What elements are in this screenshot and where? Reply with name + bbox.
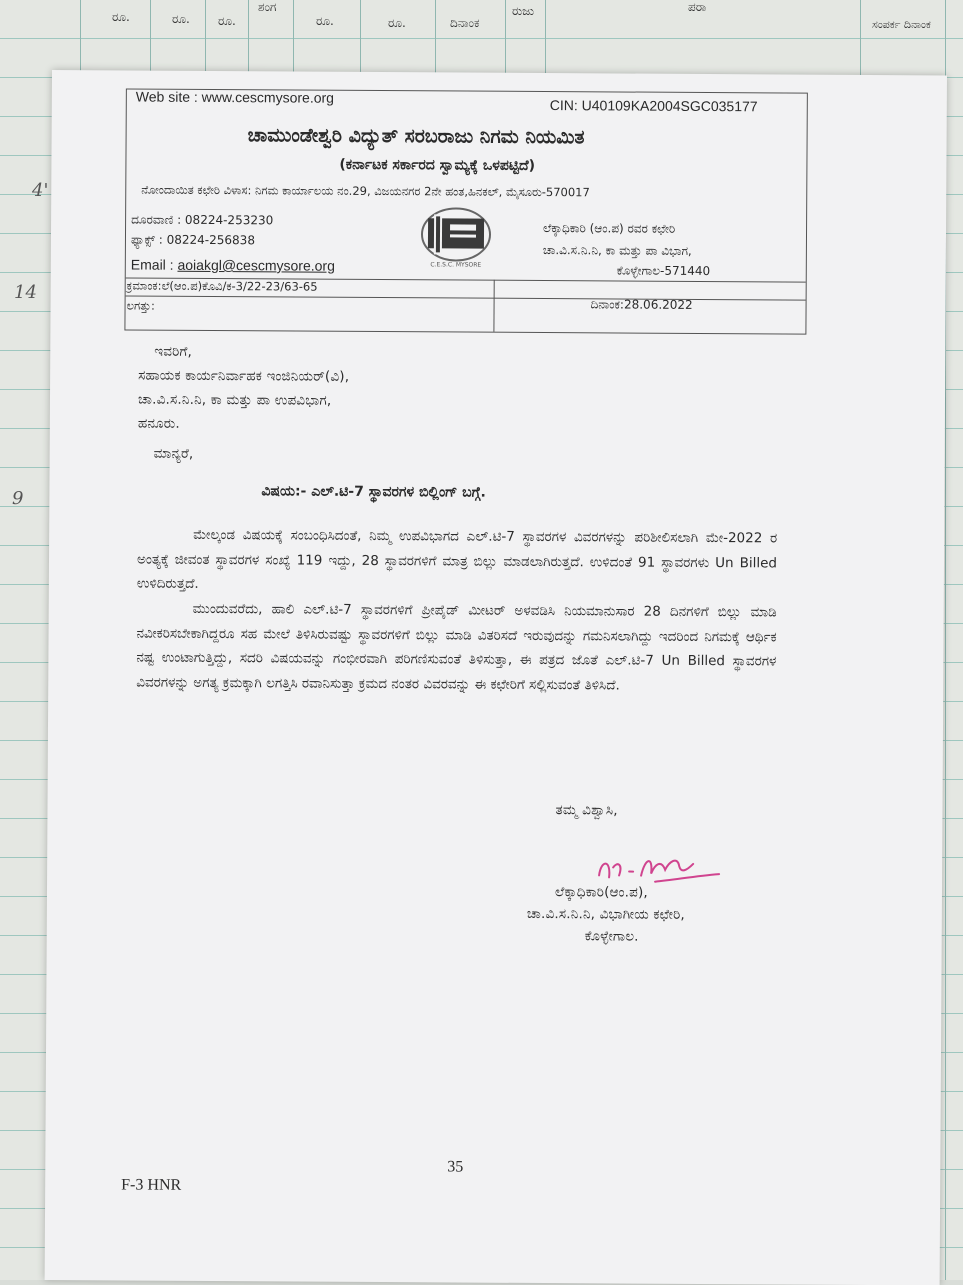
addressee-place: ಹನೂರು. [137,415,180,432]
ledger-header: ರುಜು [512,4,535,18]
ledger-header: ರೂ. [316,14,334,28]
margin-mark: 14 [14,282,37,303]
website: Web site : www.cescmysore.org [135,88,335,106]
divider [493,280,494,332]
ledger-header: ಸಂಪರ್ಕ ದಿನಾಂಕ [872,18,931,31]
email-label: Email : [130,256,178,273]
ledger-header: ಶಂಗ [258,0,277,14]
ledger-header: ರೂ. [388,16,406,30]
addressee-title: ಸಹಾಯಕ ಕಾರ್ಯನಿರ್ವಾಹಕ ಇಂಜಿನಿಯರ್(ವಿ), [138,367,350,385]
cesc-logo [416,204,496,270]
email-link[interactable]: aoiakgl@cescmysore.org [177,256,335,274]
ledger-header: ರೂ. [172,12,190,26]
registered-office: ನೋಂದಾಯಿತ ಕಛೇರಿ ವಿಳಾಸ: ನಿಗಮ ಕಾರ್ಯಾಲಯ ನಂ.29, ವಿಜಯನಗರ 2ನೇ ಹಂತ,ಹಿನಕಲ್, ಮೈಸೂರು-570017 [141,182,590,200]
ledger-header: ಪರಾ [688,0,707,14]
paragraph-1: ಮೇಲ್ಕಂಡ ವಿಷಯಕ್ಕೆ ಸಂಬಂಧಿಸಿದಂತೆ, ನಿಮ್ಮ ಉಪವಿಭಾಗದ ಎಲ್.ಟಿ-7 ಸ್ಥಾವರಗಳ ವಿವರಗಳನ್ನು ಪರಿಶೀಲಿಸಲಾಗಿ ಮೇ-2022 ರ ಅಂತ್ಯಕ್ಕೆ ಜೀವಂತ ಸ್ಥಾವರಗಳ ಸಂಖ್ಯೆ 119 ಇದ್ದು, 28 ಸ್ಥಾವರಗಳಿಗೆ ಮಾತ್ರ ಬಿಲ್ಲು ಮಾಡಲಾಗಿರುತ್ತದೆ. ಉಳಿದಂತೆ 91 ಸ್ಥಾವರಗಳು Un Billed ಉಳಿದಿರುತ್ತದೆ. [136,526,778,592]
reference-number: ಕ್ರಮಾಂಕ:ಲೆ(ಆಂ.ಪ)ಕೊವಿ/ಕ-3/22-23/63-65 [126,278,318,294]
ledger-header: ರೂ. [218,14,236,28]
divider [126,295,806,300]
cin-number: CIN: U40109KA2004SGC035177 [549,97,758,115]
closing: ತಮ್ಮ ವಿಶ್ವಾಸಿ, [555,802,618,819]
letter-sheet [45,70,947,1285]
file-code: F-3 HNR [121,1176,182,1194]
letter-date: ದಿನಾಂಕ:28.06.2022 [590,297,693,312]
office-title: ಲೆಕ್ಕಾಧಿಕಾರಿ (ಆಂ.ಪ) ರವರ ಕಛೇರಿ [543,221,676,236]
to-label: ಇವರಿಗೆ, [154,343,193,360]
ownership-note: (ಕರ್ನಾಟಕ ಸರ್ಕಾರದ ಸ್ವಾಮ್ಯಕ್ಕೆ ಒಳಪಟ್ಟಿದೆ) [339,156,536,174]
cesc-logo-icon [416,204,496,270]
company-name: ಚಾಮುಂಡೇಶ್ವರಿ ವಿದ್ಯುತ್ ಸರಬರಾಜು ನಿಗಮ ನಿಯಮಿತ [247,124,585,149]
ledger-header: ದಿನಾಂಕ [450,16,480,30]
margin-mark: 4' [32,180,49,201]
signatory-designation: ಲೆಕ್ಕಾಧಿಕಾರಿ(ಆಂ.ಪ), [554,884,649,901]
email-row [131,256,335,273]
addressee-office: ಚಾ.ವಿ.ಸ.ನಿ.ನಿ, ಕಾ ಮತ್ತು ಪಾ ಉಪವಿಭಾಗ, [137,391,332,409]
page-number: 35 [447,1158,464,1176]
office-division: ಚಾ.ವಿ.ಸ.ನಿ.ನಿ, ಕಾ ಮತ್ತು ಪಾ ವಿಭಾಗ, [542,243,692,258]
fax-number: ಫ್ಯಾಕ್ಸ್ : 08224-256838 [130,232,256,248]
phone-number: ದೂರವಾಣಿ : 08224-253230 [131,212,274,228]
signatory-office: ಚಾ.ವಿ.ಸ.ನಿ.ನಿ, ವಿಭಾಗೀಯ ಕಛೇರಿ, [526,905,685,923]
subject-line: ವಿಷಯ:- ಎಲ್.ಟಿ-7 ಸ್ಥಾವರಗಳ ಬಿಲ್ಲಿಂಗ್ ಬಗ್ಗೆ. [261,483,486,501]
signatory-place: ಕೊಳ್ಳೇಗಾಲ. [584,928,639,945]
enclosure-label: ಲಗತ್ತು: [126,298,155,313]
margin-mark: 9 [12,488,24,509]
salutation: ಮಾನ್ಯರೆ, [153,445,194,462]
office-pin: ಕೊಳ್ಳೇಗಾಲ-571440 [616,263,711,279]
ledger-header: ರೂ. [112,10,130,24]
logo-caption: C.E.S.C. MYSORE [430,261,482,269]
paragraph-2: ಮುಂದುವರೆದು, ಹಾಲಿ ಎಲ್.ಟಿ-7 ಸ್ಥಾವರಗಳಿಗೆ ಪ್ರೀಪೈಡ್ ಮೀಟರ್ ಅಳವಡಿಸಿ ನಿಯಮಾನುಸಾರ 28 ದಿನಗಳಿಗೆ ಬಿಲ್ಲು ಮಾಡಿ ನವೀಕರಿಸಬೇಕಾಗಿದ್ದರೂ ಸಹ ಮೇಲೆ ತಿಳಿಸಿರುವಷ್ಟು ಸ್ಥಾವರಗಳಿಗೆ ಬಿಲ್ಲು ಮಾಡಿ ವಿತರಿಸದೆ ಇರುವುದನ್ನು ಗಮನಿಸಲಾಗಿದ್ದು ಇದರಿಂದ ನಿಗಮಕ್ಕೆ ಆರ್ಥಿಕ ನಷ್ಟ ಉಂಟಾಗುತ್ತಿದ್ದು, ಸದರಿ ವಿಷಯವನ್ನು ಗಂಭೀರವಾಗಿ ಪರಿಗಣಿಸುವಂತೆ ತಿಳಿಸುತ್ತಾ, ಈ ಪತ್ರದ ಜೊತೆ ಎಲ್.ಟಿ-7 Un Billed ಸ್ಥಾವರಗಳ ವಿವರಗಳನ್ನು ಅಗತ್ಯ ಕ್ರಮಕ್ಕಾಗಿ ಲಗತ್ತಿಸಿ ರವಾನಿಸುತ್ತಾ ಕ್ರಮದ ನಂತರ ವಿವರವನ್ನು ಈ ಕಛೇರಿಗೆ ಸಲ್ಲಿಸುವಂತೆ ತಿಳಿಸಿದೆ. [136,600,777,693]
